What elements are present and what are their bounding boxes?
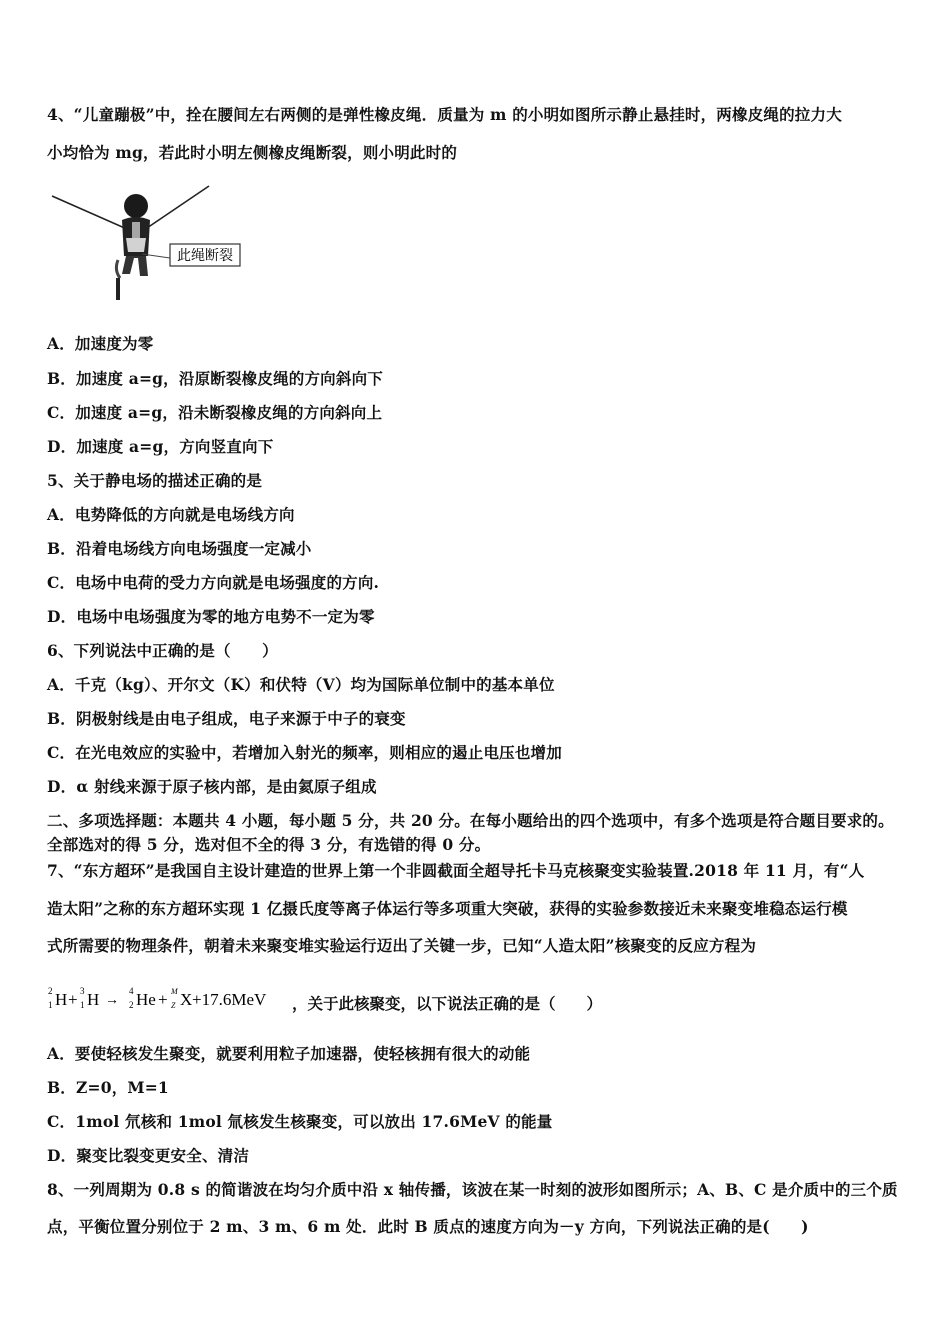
h2-mass-number: 2 [48, 986, 53, 996]
q4-option-a: A．加速度为零 [47, 334, 154, 353]
q6-option-d: D．α 射线来源于原子核内部，是由氦原子组成 [47, 777, 377, 796]
q4-stem-line-2: 小均恰为 mg，若此时小明左侧橡皮绳断裂，则小明此时的 [47, 143, 458, 162]
h3-charge-number: 1 [80, 1000, 85, 1010]
q4-stem-line-1: 4、“儿童蹦极”中，拴在腰间左右两侧的是弹性橡皮绳．质量为 m 的小明如图所示静止悬挂时，两橡皮绳的拉力大 [47, 105, 842, 124]
q7-equation-tail: ，关于此核聚变，以下说法正确的是（ ） [292, 994, 603, 1013]
h2-charge-number: 1 [48, 1000, 53, 1010]
q7-option-c: C．1mol 氘核和 1mol 氚核发生核聚变，可以放出 17.6MeV 的能量 [47, 1112, 553, 1131]
q4-option-b: B．加速度 a=g，沿原断裂橡皮绳的方向斜向下 [47, 369, 383, 388]
x-charge-number: Z [171, 1001, 176, 1010]
q5-option-d: D．电场中电场强度为零的地方电势不一定为零 [47, 607, 375, 626]
he-symbol: He [136, 990, 156, 1009]
h3-mass-number: 3 [80, 986, 85, 996]
q6-stem: 6、下列说法中正确的是（ ） [47, 641, 278, 660]
q7-option-d: D．聚变比裂变更安全、清洁 [47, 1146, 250, 1165]
reaction-energy: +17.6MeV [192, 990, 267, 1009]
bungee-jumping-figure [44, 178, 249, 306]
q4-option-d: D．加速度 a=g，方向竖直向下 [47, 437, 274, 456]
x-mass-number: M [171, 987, 178, 996]
q7-stem-line-3: 式所需要的物理条件，朝着未来聚变堆实验运行迈出了关键一步，已知“人造太阳”核聚变的反应方程为 [47, 936, 757, 955]
q8-stem-line-1: 8、一列周期为 0.8 s 的简谐波在均匀介质中沿 x 轴传播，该波在某一时刻的波形如图所示；A、B、C 是介质中的三个质 [47, 1180, 898, 1199]
plus-sign-2: + [158, 990, 168, 1009]
he-mass-number: 4 [129, 986, 134, 996]
q7-stem-line-1: 7、“东方超环”是我国自主设计建造的世界上第一个非圆截面全超导托卡马克核聚变实验装置.2018 年 11 月，有“人 [47, 861, 865, 880]
reaction-arrow: → [105, 993, 119, 1008]
q5-option-c: C．电场中电荷的受力方向就是电场强度的方向. [47, 573, 380, 592]
x-symbol: X [180, 990, 193, 1009]
figure-label: 此绳断裂 [177, 248, 233, 264]
q7-option-b: B．Z=0，M=1 [47, 1078, 169, 1097]
child-head [124, 194, 148, 218]
q4-option-c: C．加速度 a=g，沿未断裂橡皮绳的方向斜向上 [47, 403, 383, 422]
q6-option-b: B．阴极射线是由电子组成，电子来源于中子的衰变 [47, 709, 406, 728]
plus-sign-1: + [68, 990, 78, 1009]
q6-option-a: A．千克（kg）、开尔文（K）和伏特（V）均为国际单位制中的基本单位 [47, 675, 555, 694]
q5-option-a: A．电势降低的方向就是电场线方向 [47, 505, 295, 524]
h3-symbol: H [87, 990, 100, 1009]
section2-heading-line-1: 二、多项选择题：本题共 4 小题，每小题 5 分，共 20 分。在每小题给出的四个选项中，有多个选项是符合题目要求的。 [47, 811, 894, 830]
child-legs [122, 256, 148, 276]
fusion-equation [47, 978, 292, 1020]
he-charge-number: 2 [129, 1000, 134, 1010]
q8-stem-line-2: 点，平衡位置分别位于 2 m、3 m、6 m 处．此时 B 质点的速度方向为－y 方向，下列说法正确的是( ) [47, 1217, 809, 1236]
q7-stem-line-2: 造太阳”之称的东方超环实现 1 亿摄氏度等离子体运行等多项重大突破，获得的实验参数接近未来聚变堆稳态运行模 [47, 899, 848, 918]
h2-symbol: H [55, 990, 68, 1009]
right-rope [144, 186, 209, 230]
left-rope [52, 196, 129, 230]
q6-option-c: C．在光电效应的实验中，若增加入射光的频率，则相应的遏止电压也增加 [47, 743, 562, 762]
section2-heading-line-2: 全部选对的得 5 分，选对但不全的得 3 分，有选错的得 0 分。 [47, 835, 491, 854]
q7-option-a: A．要使轻核发生聚变，就要利用粒子加速器，使轻核拥有很大的动能 [47, 1044, 531, 1063]
q5-option-b: B．沿着电场线方向电场强度一定减小 [47, 539, 312, 558]
q5-stem: 5、关于静电场的描述正确的是 [47, 471, 263, 490]
